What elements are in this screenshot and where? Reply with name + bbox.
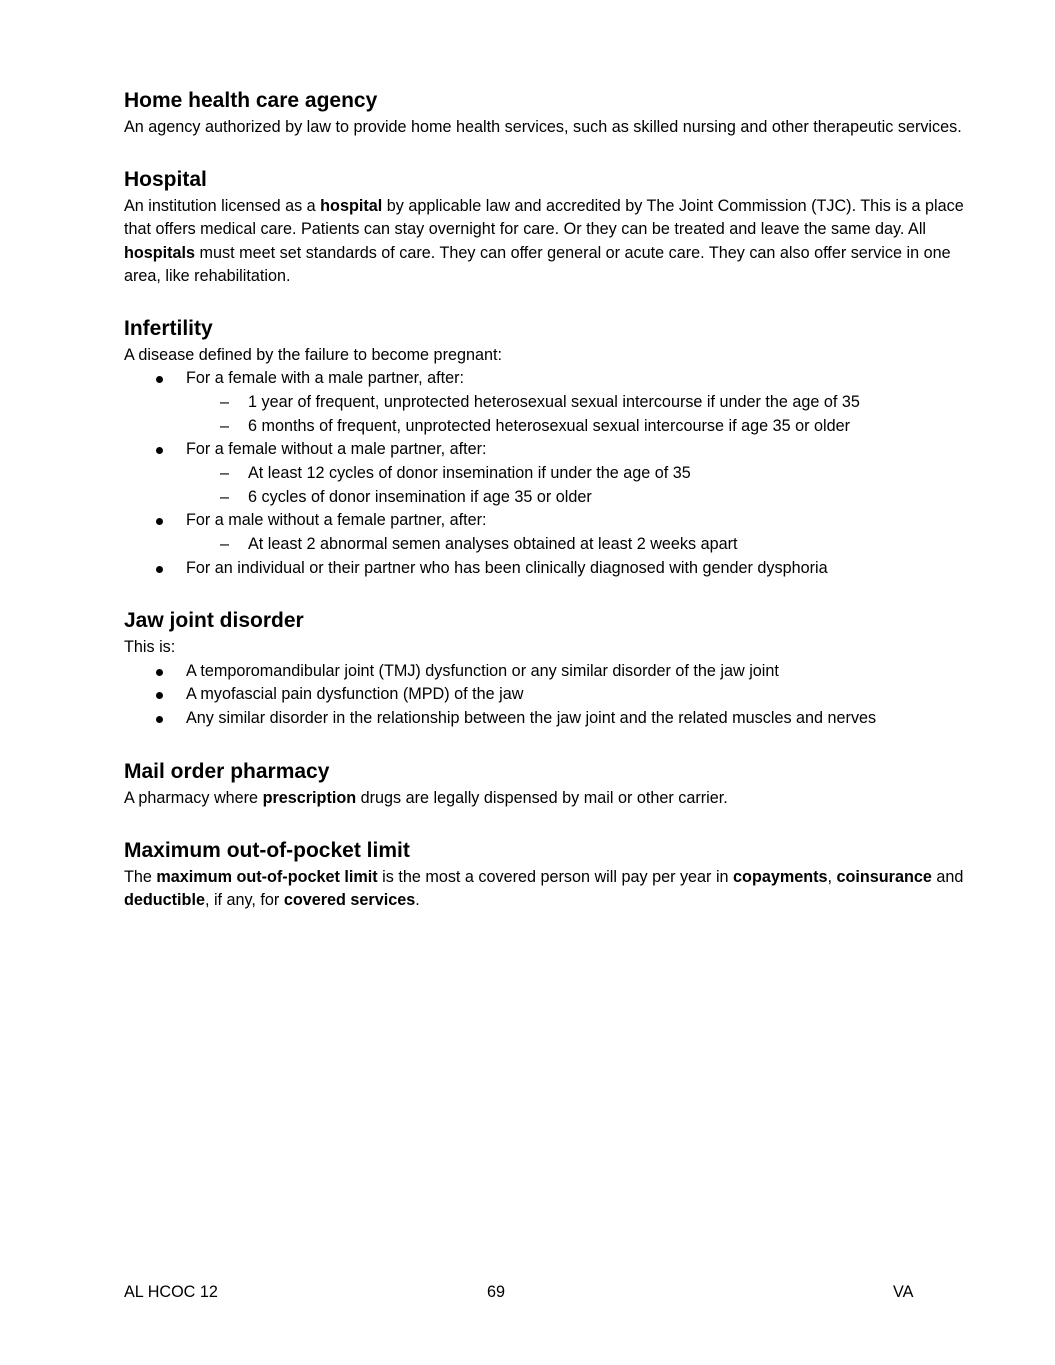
sub-list-item [186, 462, 984, 486]
term-heading: Infertility [124, 317, 213, 341]
sub-list-item [186, 415, 984, 439]
text-run: must meet set standards of care. They can offer general or acute care. They can also offer service in one area, like rehabilitation. [124, 243, 951, 285]
text-run: An institution licensed as a [124, 197, 321, 216]
dash-icon: – [220, 487, 230, 506]
text-run: The [124, 868, 157, 887]
list-item-text: Any similar disorder in the relationship between the jaw joint and the related muscles and nerves [186, 709, 877, 728]
section-jaw-joint-disorder [124, 606, 984, 731]
section-home-health-care-agency [124, 86, 984, 139]
list-item-text: For an individual or their partner who has been clinically diagnosed with gender dysphoria [186, 558, 828, 577]
list-item-text: A myofascial pain dysfunction (MPD) of the jaw [186, 685, 524, 704]
bullet-icon [156, 669, 163, 676]
bullet-icon [156, 692, 163, 699]
bullet-icon [156, 447, 163, 454]
term-heading: Jaw joint disorder [124, 609, 304, 633]
bullet-list [124, 367, 984, 580]
bullet-icon [156, 566, 163, 573]
bullet-icon [156, 376, 163, 383]
list-item-text: For a female without a male partner, after: [186, 440, 487, 459]
dash-icon: – [220, 393, 230, 412]
definition-text [124, 787, 984, 810]
definition-text [124, 195, 984, 288]
sub-list [186, 462, 984, 509]
footer-page-number: 69 [487, 1283, 506, 1301]
bold-term: coinsurance [836, 868, 932, 887]
text-run: is the most a covered person will pay per year in [377, 868, 734, 887]
term-heading: Mail order pharmacy [124, 759, 330, 783]
section-hospital [124, 165, 984, 288]
bullet-icon [156, 518, 163, 525]
bullet-list [124, 660, 984, 731]
bold-term: hospital [320, 197, 383, 216]
footer-state: VA [893, 1283, 914, 1301]
section-infertility [124, 314, 984, 580]
sub-list-item [186, 391, 984, 415]
sub-list-item [186, 486, 984, 510]
list-item [124, 509, 984, 556]
text-run: , if any, for [204, 891, 284, 910]
document-page [124, 86, 984, 939]
list-item-text: For a male without a female partner, after: [186, 511, 487, 530]
sub-list-item-text: 6 cycles of donor insemination if age 35 or older [248, 487, 592, 506]
list-item [124, 438, 984, 509]
list-item [124, 683, 984, 707]
bold-term: prescription [262, 788, 357, 807]
sub-list [186, 533, 984, 557]
sub-list-item-text: At least 2 abnormal semen analyses obtained at least 2 weeks apart [248, 534, 738, 553]
bold-term: covered services [283, 891, 416, 910]
dash-icon: – [220, 534, 230, 553]
sub-list [186, 391, 984, 438]
text-run: A pharmacy where [124, 788, 263, 807]
dash-icon: – [220, 464, 230, 482]
text-run: , [827, 868, 837, 887]
bold-term: copayments [733, 868, 828, 887]
page-footer [0, 1280, 1055, 1304]
definition-intro: A disease defined by the failure to become pregnant: [124, 346, 502, 365]
section-mail-order-pharmacy [124, 757, 984, 810]
text-run: by applicable law and accredited by The Joint Commission (TJC). This is a place that offers medical care. Patients can stay overnight for care. Or they can be treated and leave the same day. All [124, 197, 964, 239]
text-run: drugs are legally dispensed by mail or other carrier. [356, 788, 728, 807]
bullet-icon [156, 716, 163, 723]
text-run: . [415, 891, 420, 910]
bold-term: maximum out-of-pocket limit [156, 868, 378, 887]
list-item [124, 557, 984, 581]
sub-list-item-text: At least 12 cycles of donor insemination if under the age of 35 [248, 464, 691, 482]
list-item [124, 367, 984, 438]
text-run: and [931, 868, 964, 887]
list-item [124, 660, 984, 684]
term-heading: Maximum out-of-pocket limit [124, 839, 410, 863]
list-item-text: A temporomandibular joint (TMJ) dysfunction or any similar disorder of the jaw joint [186, 661, 779, 680]
definition-text: An agency authorized by law to provide home health services, such as skilled nursing and other therapeutic services. [124, 118, 962, 136]
bold-term: deductible [124, 891, 205, 910]
term-heading: Home health care agency [124, 89, 378, 112]
list-item [124, 707, 984, 731]
bold-term: hospitals [124, 243, 196, 262]
list-item-text: For a female with a male partner, after: [186, 369, 465, 388]
term-heading: Hospital [124, 168, 207, 192]
section-maximum-out-of-pocket-limit [124, 836, 984, 912]
definition-text [124, 866, 984, 912]
dash-icon: – [220, 416, 230, 435]
footer-doc-code: AL HCOC 12 [124, 1283, 218, 1301]
sub-list-item-text: 6 months of frequent, unprotected heterosexual sexual intercourse if age 35 or older [248, 416, 851, 435]
sub-list-item [186, 533, 984, 557]
sub-list-item-text: 1 year of frequent, unprotected heterosexual sexual intercourse if under the age of 35 [248, 393, 860, 412]
definition-intro: This is: [124, 638, 176, 657]
